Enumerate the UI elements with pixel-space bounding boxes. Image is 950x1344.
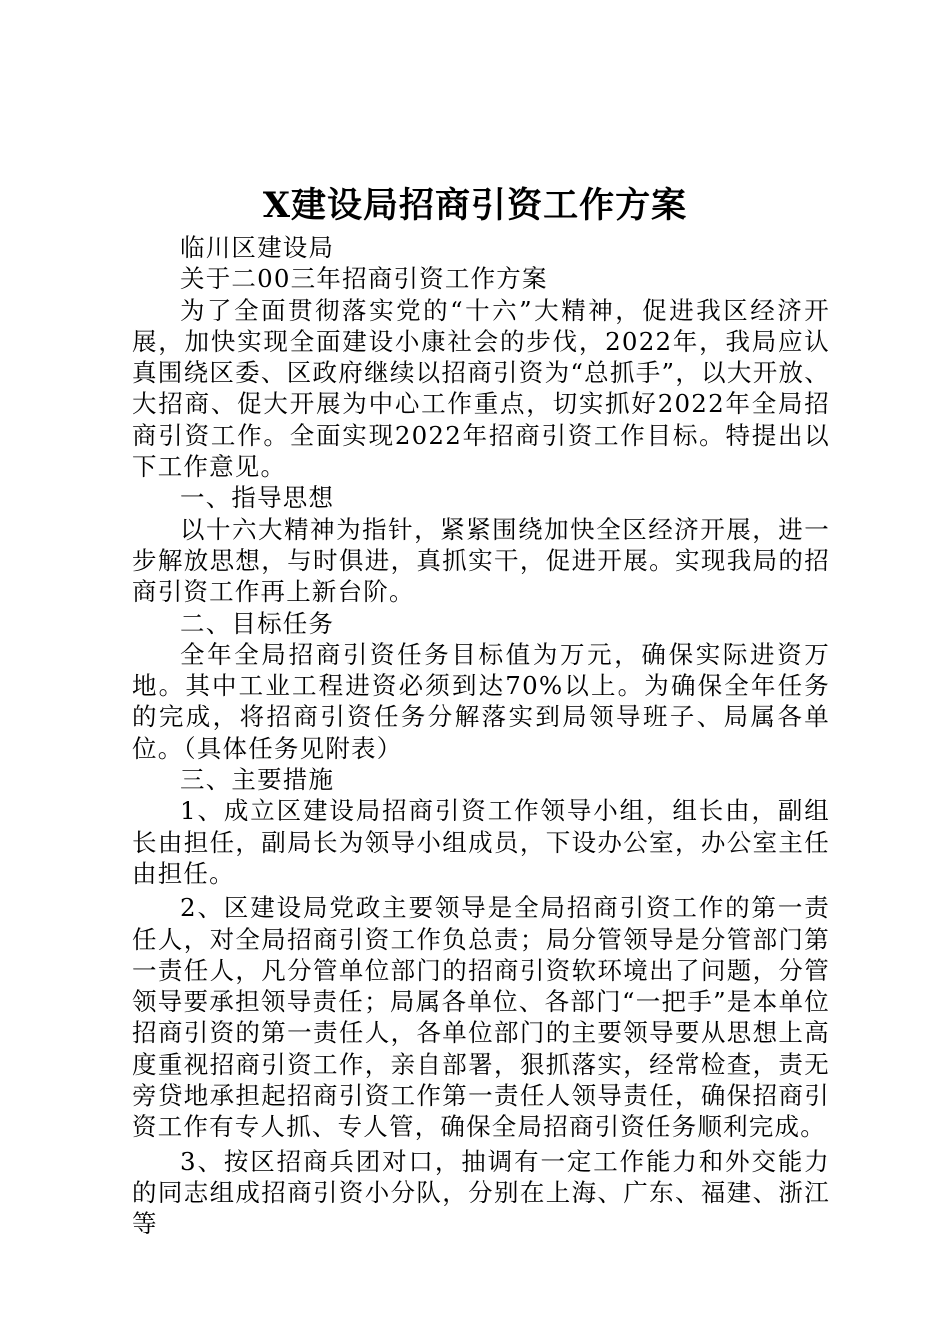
measure-1-paragraph: 1、成立区建设局招商引资工作领导小组，组长由，副组长由担任，副局长为领导小组成员，下设办公室，办公室主任由担任。 <box>132 796 830 888</box>
measure-3-paragraph: 3、按区招商兵团对口，抽调有一定工作能力和外交能力的同志组成招商引资小分队，分别在上海、广东、福建、浙江等 <box>132 1146 830 1239</box>
plan-subtitle: 关于二00三年招商引资工作方案 <box>180 264 548 294</box>
intro-paragraph: 为了全面贯彻落实党的“十六”大精神，促进我区经济开展，加快实现全面建设小康社会的步伐，2022年，我局应认真围绕区委、区政府继续以招商引资为“总抓手”，以大开放、大招商、促大开展为中心工作重点，切实抓好2022年全局招商引资工作。全面实现2022年招商引资工作目标。特提出以下工作意见。 <box>132 295 830 482</box>
org-name: 临川区建设局 <box>180 233 335 262</box>
section-heading-goals: 二、目标任务 <box>180 608 335 638</box>
document-title: X建设局招商引资工作方案 <box>262 185 688 226</box>
measure-2-paragraph: 2、区建设局党政主要领导是全局招商引资工作的第一责任人，对全局招商引资工作负总责；局分管领导是分管部门第一责任人，凡分管单位部门的招商引资软环境出了问题，分管领导要承担领导责任；局属各单位、各部门“一把手”是本单位招商引资的第一责任人，各单位部门的主要领导要从思想上高度重视招商引资工作，亲自部署，狠抓落实，经常检查，责无旁贷地承担起招商引资工作第一责任人领导责任，确保招商引资工作有专人抓、专人管，确保全局招商引资任务顺利完成。 <box>132 893 830 1142</box>
document-body <box>132 232 830 1240</box>
guiding-ideology-paragraph: 以十六大精神为指针，紧紧围绕加快全区经济开展，进一步解放思想，与时俱进，真抓实干，促进开展。实现我局的招商引资工作再上新台阶。 <box>132 514 830 607</box>
section-heading-measures: 三、主要措施 <box>180 765 335 795</box>
goals-paragraph: 全年全局招商引资任务目标值为万元，确保实际进资万地。其中工业工程进资必须到达70%以上。为确保全年任务的完成，将招商引资任务分解落实到局领导班子、局属各单位。（具体任务见附表） <box>132 639 830 763</box>
section-heading-guiding-ideology: 一、指导思想 <box>180 483 335 513</box>
